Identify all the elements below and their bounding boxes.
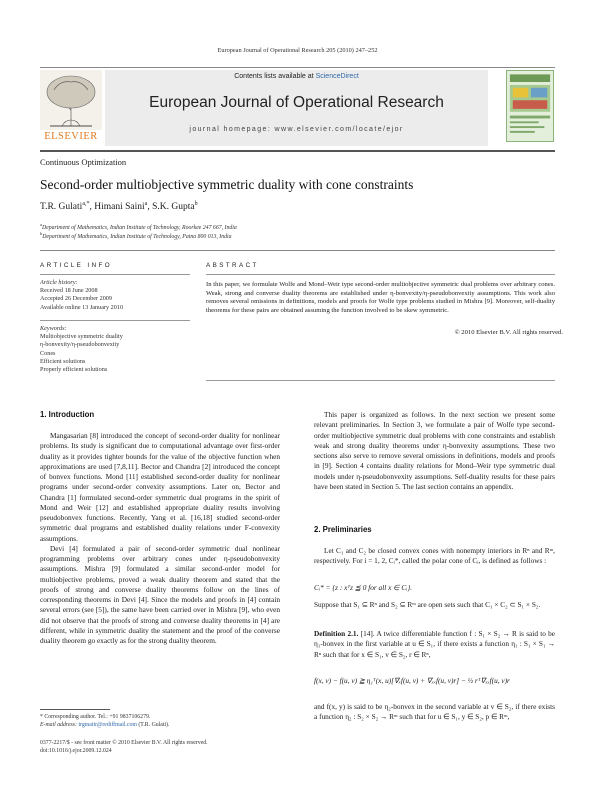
history-accepted: Accepted 26 December 2009	[40, 295, 112, 303]
email-link[interactable]: trgmaitr@rediffmail.com	[78, 722, 137, 728]
section-label: Continuous Optimization	[40, 157, 127, 167]
history-label: Article history:	[40, 279, 78, 286]
intro-heading: 1. Introduction	[40, 410, 95, 419]
open-sets-paragraph: Suppose that S₁ ⊆ Rⁿ and S₂ ⊆ Rᵐ are open sets such that C₁ × C₂ ⊂ S₁ × S₂.	[314, 600, 541, 609]
keyword: Properly efficient solutions	[40, 366, 108, 374]
definition-continued: and f(x, y) is said to be η₂-bonvex in the second variable at v ∈ S₂, if there exists a function η₂ : S₂ × S₂ → Rᵐ such that for u ∈ S₁, y ∈ S₂, p ∈ Rᵐ,	[314, 702, 555, 722]
author-name: Himani Saini	[94, 202, 145, 213]
keyword: η-bonvexity/η-pseudobonvexity	[40, 341, 120, 349]
homepage-link[interactable]: www.elsevier.com/locate/ejor	[274, 126, 404, 133]
abstract-bottom-rule	[206, 380, 555, 381]
definition-2-1	[314, 629, 555, 660]
definition-text: [14]. A twice differentiable function f : S₁ × S₂ → R is said to be η₁-bonvex in the first variable at u ∈ S₁, if there exists a function η₁ : S₁ × S₁ → Rⁿ such that for x ∈ S₁, v ∈ S₂, r ∈ Rⁿ,	[314, 629, 555, 659]
organization-paragraph: This paper is organized as follows. In the next section we present some relevant preliminaries. In Section 3, we formulate a pair of Wolfe type second-order multiobjective symmetric dual problems with cone constraints and establish weak and strong duality theorems under η-bonvexity assumptions. These two sections also serve to remove several omissions in definitions, models and proofs in [9]. Section 4 contains duality relations for Mond–Weir type symmetric dual models under η-pseudobonvexity assumptions. Self-duality results for these pairs have been stated in Section 5. The last section contains an appendix.	[314, 410, 555, 491]
paper-title: Second-order multiobjective symmetric duality with cone constraints	[40, 177, 414, 192]
affiliation	[40, 222, 237, 231]
intro-paragraph: Mangasarian [8] introduced the concept of second-order duality for nonlinear problems. Its study is significant due to computational advantage over first-order duality as it provides tighter bounds for the value of the objective function when approximations are used [7,8,11]. Bector and Chandra [2] introduced the concept of bonvex functions. Mond [11] established second-order duality for nonlinear programs under second-order convexity assumptions. Later on, Bector and Chandra [1] formulated second-order symmetric dual programs in the spirit of Mond and Weir [12] and established appropriate duality results involving pseudobonvex functions. Recently, Yang et al. [16,18] studied second-order symmetric dual programs and established duality relations under F-convexity assumptions.	[40, 431, 280, 543]
cones-paragraph: Let C₁ and C₂ be closed convex cones with nonempty interiors in Rⁿ and Rᵐ, respectively. For i = 1, 2, Cᵢ*, called the polar cone of Cᵢ, is defined as follows :	[314, 546, 555, 566]
abstract-text: In this paper, we formulate Wolfe and Mond–Weir type second-order multiobjective symmetric dual problems over arbitrary cones. Weak, strong and converse duality theorems are established under η-bonvexity/η-pseudobonvexity assumptions. This work also removes several omissions in definitions, models and proofs for Wolfe type problems studied in Mishra [9]. Moreover, self-duality theorems for these pairs are obtained assuming the function involved to be skew symmetric.	[206, 281, 555, 314]
preliminaries-heading: 2. Preliminaries	[314, 525, 372, 534]
email-note	[40, 722, 169, 728]
keywords-rule	[40, 320, 190, 321]
abstract-rule	[206, 274, 555, 275]
keyword: Cones	[40, 349, 56, 357]
keywords-label: Keywords:	[40, 325, 67, 332]
history-online: Available online 13 January 2010	[40, 303, 124, 311]
author-sup[interactable]: a	[144, 201, 148, 207]
journal-cover-thumbnail	[506, 70, 554, 142]
abstract-heading: ABSTRACT	[206, 262, 259, 269]
bonvex-formula: f(x, v) − f(u, v) ≧ η₁ᵀ(x, u)[∇ₓf(u, v) + ∇ₓₓf(u, v)r] − ½ rᵀ∇ₓₓf(u, v)r	[314, 676, 510, 685]
author-name: S.K. Gupta	[152, 202, 195, 213]
contents-line	[105, 73, 488, 80]
preliminaries-paragraph	[314, 546, 555, 567]
author-name: T.R. Gulati	[40, 202, 83, 213]
running-head: European Journal of Operational Research 205 (2010) 247–252	[217, 47, 378, 54]
homepage-label: journal homepage:	[189, 126, 272, 133]
publisher-wordmark: ELSEVIER	[44, 131, 98, 142]
author-sup[interactable]: b	[194, 201, 198, 207]
sciencedirect-link[interactable]: ScienceDirect	[315, 73, 359, 80]
author-list: T.R. Gulati$^{a,*}$, Himani Saini$^a$, S.K. Gupta$^b$	[40, 201, 198, 213]
contents-prefix: Contents lists available at	[234, 73, 314, 80]
intro-column	[40, 431, 280, 646]
intro-paragraph: Devi [4] formulated a pair of second-order symmetric dual nonlinear programming problems over arbitrary cones under η-pseudobonvexity assumptions. Mishra [9] formulated a similar second-order model for multiobjective problems, proved a weak duality theorem and stated that the proofs of strong and converse duality theorems follow on the lines of corresponding theorems in Devi [4]. Since the models and proofs in [4] contain several errors (see [5]), the same have been carried over in Mishra [9], who even did not observe that the proofs of strong and converse duality theorems in [4] are different, while in symmetric duality the statement and the proof of the converse duality theorem go exactly as for the strong duality theorem.	[40, 543, 280, 645]
issn-line: 0377-2217/$ - see front matter © 2010 Elsevier B.V. All rights reserved.	[40, 740, 208, 746]
right-column	[314, 410, 555, 492]
history-received: Received 18 June 2008	[40, 287, 98, 295]
keyword: Multiobjective symmetric duality	[40, 333, 123, 341]
affiliation-sup: a	[40, 222, 42, 227]
doi-link[interactable]: doi:10.1016/j.ejor.2009.12.024	[40, 748, 112, 754]
header-rule	[40, 150, 555, 152]
top-rule	[40, 67, 555, 68]
corresponding-author-note: * Corresponding author. Tel.: +91 9837106279.	[40, 714, 151, 720]
affiliation-text: Department of Mathematics, Indian Institute of Technology, Roorkee 247 667, India	[42, 224, 237, 231]
email-suffix: (T.R. Gulati).	[138, 722, 170, 728]
article-info-rule	[40, 274, 190, 275]
abstract-copyright: © 2010 Elsevier B.V. All rights reserved.	[454, 329, 563, 336]
info-rule	[40, 250, 555, 251]
affiliation-sup: b	[40, 231, 43, 236]
polar-cone-formula: Cᵢ* = {z : xᵀz ≦ 0 for all x ∈ Cᵢ}.	[314, 583, 413, 592]
journal-homepage	[105, 126, 488, 133]
author-sup[interactable]: a,*	[82, 201, 90, 207]
article-history	[40, 279, 123, 312]
journal-name: European Journal of Operational Research	[149, 94, 444, 111]
definition-label: Definition 2.1.	[314, 629, 359, 638]
affiliation-text: Department of Mathematics, Indian Institute of Technology, Patna 800 013, India	[42, 233, 232, 240]
email-label: E-mail address:	[40, 722, 77, 728]
affiliation	[40, 231, 232, 240]
footnote-rule	[40, 709, 110, 710]
article-info-heading: ARTICLE INFO	[40, 262, 113, 269]
keywords-block	[40, 325, 123, 374]
keyword: Efficient solutions	[40, 357, 86, 365]
